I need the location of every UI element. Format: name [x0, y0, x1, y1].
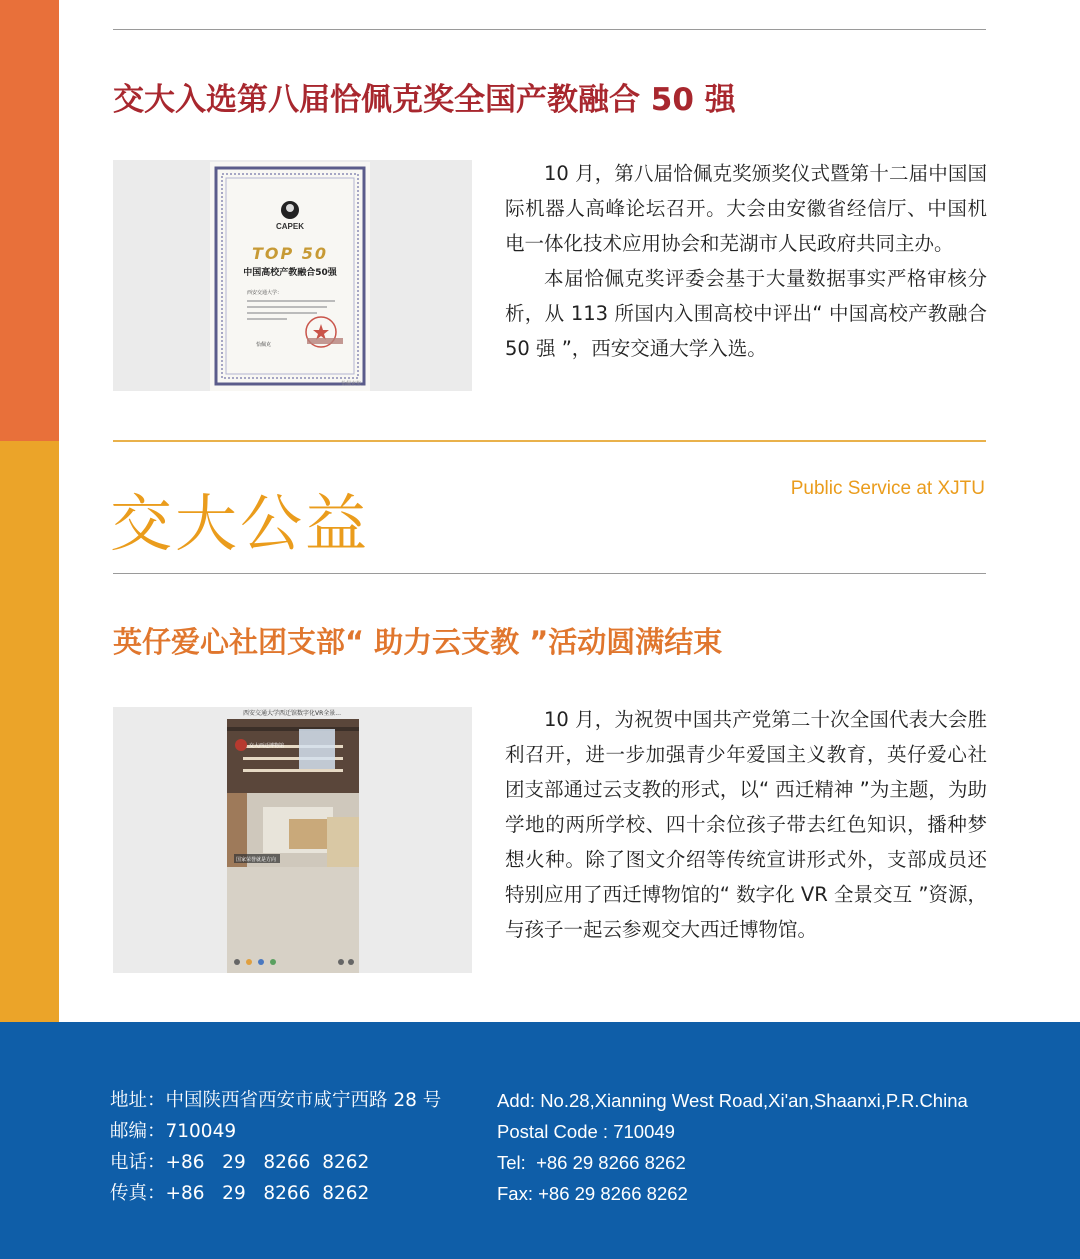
side-accent-orange [0, 0, 59, 441]
article2-paragraph-1: 10 月，为祝贺中国共产党第二十次全国代表大会胜利召开，进一步加强青少年爱国主义教育，英仔爱心社团支部通过云支教的形式，以“ 西迁精神 ”为主题，为助学地的两所学校、四十余位孩子带去红色知识，播种梦想火种。除了图文介绍等传统宣讲形式外，支部成员还特别应用了西迁博物馆的“ 数字化 VR 全景交互 ”资源，与孩子一起云参观交大西迁博物馆。 [505, 708, 987, 941]
section-title-en: Public Service at XJTU [790, 478, 985, 499]
certificate-photo [113, 160, 472, 391]
vr-caption: 国家荣誉就是方向 [236, 857, 277, 863]
article1-paragraph-2: 本届恰佩克奖评委会基于大量数据事实严格审核分析，从 113 所国内入围高校中评出“ 中国高校产教融合 50 强 ”，西安交通大学入选。 [505, 267, 987, 360]
footer-tel-cn: 电话：+86 29 8266 8262 [110, 1152, 370, 1173]
vr-logo-text: 交大西迁博物馆 [249, 743, 285, 749]
certificate-recipient: 西安交通大学： [247, 290, 283, 296]
certificate-image [113, 160, 472, 391]
vr-screenshot-header: 西安交通大学西迁馆数字化VR全景... [243, 710, 341, 717]
certificate-watermark: 恰佩克奖 [341, 381, 362, 387]
article2-body [505, 702, 987, 947]
certificate-brand: CAPEK [275, 222, 305, 231]
footer-postcode-cn: 邮编：710049 [110, 1121, 237, 1142]
footer-fax-en: Fax: +86 29 8266 8262 [497, 1183, 688, 1204]
section-title-cn: 交大公益 [110, 487, 371, 560]
divider-top [113, 29, 986, 30]
footer-tel-en: Tel: +86 29 8266 8262 [497, 1152, 686, 1173]
footer-contact-cn [110, 1085, 441, 1209]
article1-paragraph-1: 10 月，第八届恰佩克奖颁奖仪式暨第十二届中国国际机器人高峰论坛召开。大会由安徽省经信厅、中国机电一体化技术应用协会和芜湖市人民政府共同主办。 [505, 162, 987, 255]
footer-address-en: Add: No.28,Xianning West Road,Xi'an,Shaanxi,P.R.China [497, 1090, 968, 1111]
footer [0, 1022, 1080, 1259]
certificate-heading: 中国高校产教融合50强 [243, 268, 337, 278]
divider-section [113, 440, 986, 442]
certificate-footer-logo: 恰佩克 [256, 342, 272, 348]
footer-postcode-en: Postal Code : 710049 [497, 1121, 675, 1142]
side-accent-gold [0, 441, 59, 1022]
vr-screenshot-photo [113, 707, 472, 973]
article2-title: 英仔爱心社团支部“ 助力云支教 ”活动圆满结束 [113, 625, 723, 659]
footer-fax-cn: 传真：+86 29 8266 8262 [110, 1183, 370, 1204]
divider-article2 [113, 573, 986, 574]
article1-body [505, 156, 987, 366]
footer-address-cn: 地址：中国陕西省西安市咸宁西路 28 号 [110, 1090, 442, 1111]
vr-screenshot-image [113, 707, 472, 973]
footer-contact-en [497, 1085, 968, 1209]
article1-title: 交大入选第八届恰佩克奖全国产教融合 50 强 [113, 82, 736, 118]
certificate-badge: TOP 50 [251, 244, 329, 263]
